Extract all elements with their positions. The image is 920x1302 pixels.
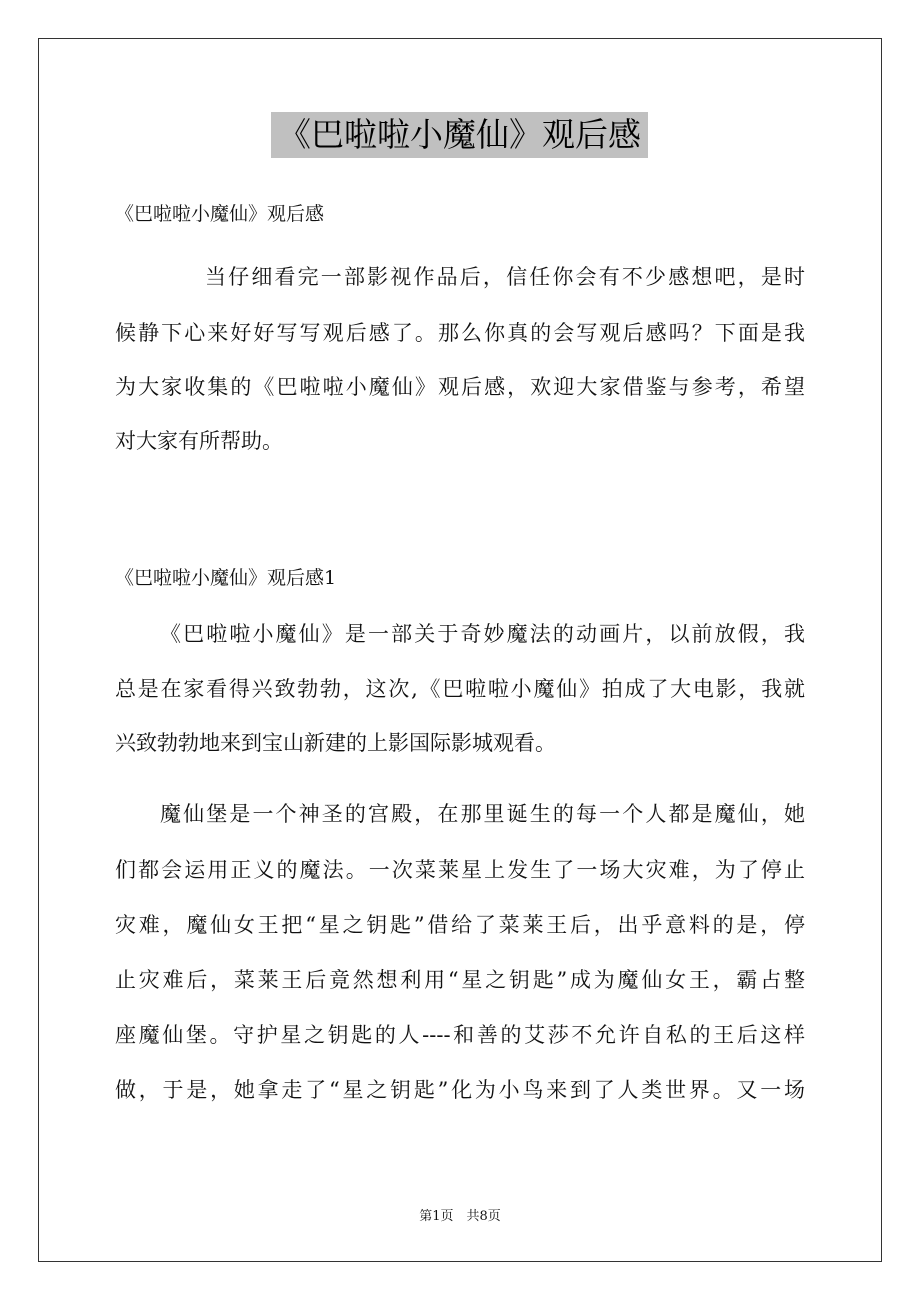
paragraph-line: 总是在家看得兴致勃勃，这次,《巴啦啦小魔仙》拍成了大电影，我就 [115,677,805,701]
intro-line: 对大家有所帮助。 [115,429,283,453]
paragraph-line: 止灾难后，菜莱王后竟然想利用“星之钥匙”成为魔仙女王，霸占整 [115,968,805,992]
paragraph-line: 灾难，魔仙女王把“星之钥匙”借给了菜莱王后，出乎意料的是，停 [115,913,805,937]
document-title: 《巴啦啦小魔仙》观后感 [271,112,648,158]
paragraph-line: 兴致勃勃地来到宝山新建的上影国际影城观看。 [115,731,556,755]
paragraph-line: 们都会运用正义的魔法。一次菜莱星上发生了一场大灾难，为了停止 [115,858,805,882]
paragraph-line: 座魔仙堡。守护星之钥匙的人----和善的艾莎不允许自私的王后这样 [115,1023,805,1047]
intro-line: 为大家收集的《巴啦啦小魔仙》观后感，欢迎大家借鉴与参考，希望 [115,375,805,399]
page-footer: 第1页 共8页 [419,1209,501,1224]
intro-line: 当仔细看完一部影视作品后，信任你会有不少感想吧，是时 [205,265,805,289]
subtitle: 《巴啦啦小魔仙》观后感 [115,203,325,225]
paragraph-line: 魔仙堡是一个神圣的宫殿，在那里诞生的每一个人都是魔仙，她 [160,802,805,826]
section-heading: 《巴啦啦小魔仙》观后感1 [115,567,337,589]
paragraph-line: 做，于是，她拿走了“星之钥匙”化为小鸟来到了人类世界。又一场 [115,1078,805,1102]
intro-line: 候静下心来好好写写观后感了。那么你真的会写观后感吗？下面是我 [115,321,805,345]
paragraph-line: 《巴啦啦小魔仙》是一部关于奇妙魔法的动画片，以前放假，我 [160,622,805,646]
